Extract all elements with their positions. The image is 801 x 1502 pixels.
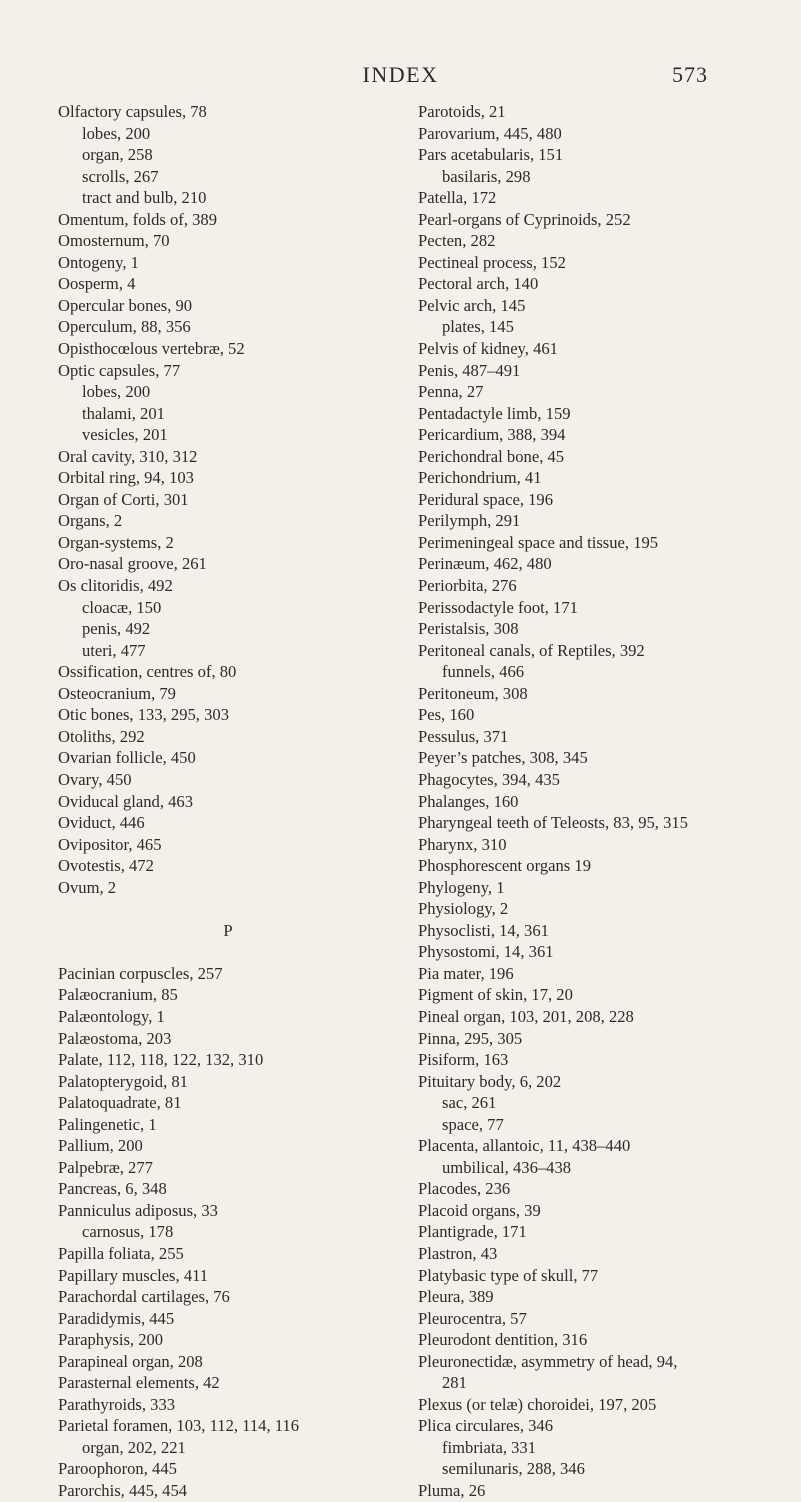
index-subentry: basilaris, 298 bbox=[442, 166, 531, 186]
index-entry: Pes, 160 bbox=[418, 705, 475, 725]
index-entry: Palæocranium, 85 bbox=[58, 985, 178, 1005]
index-entry: Physostomi, 14, 361 bbox=[418, 942, 554, 962]
index-entry: Pia mater, 196 bbox=[418, 963, 514, 983]
index-entry: Plexus (or telæ) choroidei, 197, 205 bbox=[418, 1394, 657, 1414]
index-entry: Placodes, 236 bbox=[418, 1179, 511, 1199]
index-entry: Palpebræ, 277 bbox=[58, 1157, 153, 1177]
index-entry: Orbital ring, 94, 103 bbox=[58, 468, 194, 488]
index-entry: Phylogeny, 1 bbox=[418, 877, 505, 897]
index-entry: Patella, 172 bbox=[418, 188, 497, 208]
index-entry: Os clitoridis, 492 bbox=[58, 576, 173, 596]
index-entry: Opercular bones, 90 bbox=[58, 295, 193, 315]
index-entry: Placoid organs, 39 bbox=[418, 1200, 541, 1220]
index-entry: Pectineal process, 152 bbox=[418, 252, 566, 272]
index-subentry: scrolls, 267 bbox=[82, 166, 159, 186]
index-entry: Penna, 27 bbox=[418, 382, 484, 402]
index-entry: Peritoneum, 308 bbox=[418, 683, 528, 703]
index-entry: Pleuronectidæ, asymmetry of head, 94, bbox=[418, 1351, 678, 1371]
index-entry: Parovarium, 445, 480 bbox=[418, 123, 562, 143]
index-entry: Pleurodont dentition, 316 bbox=[418, 1330, 588, 1350]
index-entry: Pharyngeal teeth of Teleosts, 83, 95, 315 bbox=[418, 813, 688, 833]
index-entry: Papilla foliata, 255 bbox=[58, 1243, 184, 1263]
index-entry: Pisiform, 163 bbox=[418, 1050, 509, 1070]
index-entry: Otic bones, 133, 295, 303 bbox=[58, 705, 229, 725]
index-column-right bbox=[418, 101, 790, 1502]
index-entry: Physoclisti, 14, 361 bbox=[418, 920, 549, 940]
index-subentry: penis, 492 bbox=[82, 619, 151, 639]
index-subentry: lobes, 200 bbox=[82, 382, 151, 402]
index-entry: Pineal organ, 103, 201, 208, 228 bbox=[418, 1006, 634, 1026]
index-entry: Omentum, folds of, 389 bbox=[58, 209, 218, 229]
index-entry: Parietal foramen, 103, 112, 114, 116 bbox=[58, 1416, 300, 1436]
index-subentry: lobes, 200 bbox=[82, 123, 151, 143]
index-subentry: uteri, 477 bbox=[82, 640, 146, 660]
index-entry: Pigment of skin, 17, 20 bbox=[418, 985, 573, 1005]
index-entry: Ovarian follicle, 450 bbox=[58, 748, 196, 768]
index-entry: Pessulus, 371 bbox=[418, 726, 509, 746]
index-entry: Ossification, centres of, 80 bbox=[58, 662, 237, 682]
index-entry: Parachordal cartilages, 76 bbox=[58, 1287, 230, 1307]
index-entry: Parapineal organ, 208 bbox=[58, 1351, 203, 1371]
index-entry: Pecten, 282 bbox=[418, 231, 496, 251]
index-entry: Oral cavity, 310, 312 bbox=[58, 446, 198, 466]
index-entry: Olfactory capsules, 78 bbox=[58, 102, 207, 121]
index-entry: Paroophoron, 445 bbox=[58, 1459, 177, 1479]
index-entry: Paradidymis, 445 bbox=[58, 1308, 175, 1328]
index-entry: Plastron, 43 bbox=[418, 1243, 498, 1263]
index-subentry: space, 77 bbox=[442, 1114, 504, 1134]
index-entry: Pericardium, 388, 394 bbox=[418, 425, 566, 445]
index-entry: Peritoneal canals, of Reptiles, 392 bbox=[418, 640, 645, 660]
index-entry: Plantigrade, 171 bbox=[418, 1222, 527, 1242]
index-entry: Palatoquadrate, 81 bbox=[58, 1093, 182, 1113]
section-letter-heading: P bbox=[223, 920, 233, 940]
index-entry: Periorbita, 276 bbox=[418, 576, 517, 596]
index-entry: Ovotestis, 472 bbox=[58, 856, 154, 876]
index-entry: Osteocranium, 79 bbox=[58, 683, 176, 703]
index-entry: Pallium, 200 bbox=[58, 1136, 143, 1156]
index-entry: Parotoids, 21 bbox=[418, 102, 506, 121]
index-entry: Pentadactyle limb, 159 bbox=[418, 403, 571, 423]
index-subentry: vesicles, 201 bbox=[82, 425, 168, 445]
index-subentry: thalami, 201 bbox=[82, 403, 165, 423]
index-entry: Physiology, 2 bbox=[418, 899, 509, 919]
index-entry: Palæontology, 1 bbox=[58, 1006, 165, 1026]
index-entry: Pluma, 26 bbox=[418, 1481, 486, 1500]
section-spacer bbox=[58, 941, 418, 963]
index-entry: Palingenetic, 1 bbox=[58, 1114, 157, 1134]
index-entry: Pelvis of kidney, 461 bbox=[418, 339, 558, 359]
index-entry: Ovum, 2 bbox=[58, 877, 117, 897]
index-entry: Omosternum, 70 bbox=[58, 231, 170, 251]
index-entry: Pinna, 295, 305 bbox=[418, 1028, 523, 1048]
index-entry: Opisthocœlous vertebræ, 52 bbox=[58, 339, 245, 359]
index-entry: Ovipositor, 465 bbox=[58, 834, 162, 854]
index-entry: Pancreas, 6, 348 bbox=[58, 1179, 167, 1199]
index-entry: Pituitary body, 6, 202 bbox=[418, 1071, 562, 1091]
index-entry: Paraphysis, 200 bbox=[58, 1330, 164, 1350]
index-subentry: tract and bulb, 210 bbox=[82, 188, 207, 208]
index-subentry: sac, 261 bbox=[442, 1093, 497, 1113]
index-entry: Parorchis, 445, 454 bbox=[58, 1481, 188, 1500]
index-entry: Phagocytes, 394, 435 bbox=[418, 769, 560, 789]
index-entry: Platybasic type of skull, 77 bbox=[418, 1265, 599, 1285]
index-entry: Otoliths, 292 bbox=[58, 726, 145, 746]
index-entry: Operculum, 88, 356 bbox=[58, 317, 191, 337]
index-entry: Organ-systems, 2 bbox=[58, 532, 174, 552]
index-subentry: fimbriata, 331 bbox=[442, 1437, 537, 1457]
index-entry: Plica circulares, 346 bbox=[418, 1416, 554, 1436]
index-entry: Palate, 112, 118, 122, 132, 310 bbox=[58, 1050, 264, 1070]
index-entry: Parathyroids, 333 bbox=[58, 1394, 176, 1414]
index-entry: Ontogeny, 1 bbox=[58, 252, 139, 272]
index-entry: Peridural space, 196 bbox=[418, 489, 554, 509]
index-entry: Palæostoma, 203 bbox=[58, 1028, 172, 1048]
index-entry: Placenta, allantoic, 11, 438–440 bbox=[418, 1136, 631, 1156]
page-header bbox=[0, 62, 801, 92]
index-entry: Pelvic arch, 145 bbox=[418, 295, 526, 315]
index-entry: Ovary, 450 bbox=[58, 769, 132, 789]
index-entry: Oosperm, 4 bbox=[58, 274, 136, 294]
index-column-left bbox=[58, 101, 418, 1502]
index-entry: Perimeningeal space and tissue, 195 bbox=[418, 532, 659, 552]
section-spacer bbox=[58, 898, 418, 920]
index-entry: Peristalsis, 308 bbox=[418, 619, 519, 639]
index-subentry: 281 bbox=[442, 1373, 467, 1393]
index-entry: Phosphorescent organs 19 bbox=[418, 856, 591, 876]
index-entry: Papillary muscles, 411 bbox=[58, 1265, 209, 1285]
running-head-title: INDEX bbox=[362, 62, 439, 87]
index-subentry: organ, 202, 221 bbox=[82, 1437, 186, 1457]
index-entry: Parasternal elements, 42 bbox=[58, 1373, 220, 1393]
index-entry: Pleurocentra, 57 bbox=[418, 1308, 527, 1328]
index-entry: Pharynx, 310 bbox=[418, 834, 507, 854]
index-subentry: semilunaris, 288, 346 bbox=[442, 1459, 585, 1479]
index-entry: Perissodactyle foot, 171 bbox=[418, 597, 578, 617]
index-entry: Perichondral bone, 45 bbox=[418, 446, 565, 466]
index-entry: Pearl-organs of Cyprinoids, 252 bbox=[418, 209, 631, 229]
index-entry: Pleura, 389 bbox=[418, 1287, 494, 1307]
index-entry: Oro-nasal groove, 261 bbox=[58, 554, 207, 574]
index-subentry: carnosus, 178 bbox=[82, 1222, 174, 1242]
index-subentry: funnels, 466 bbox=[442, 662, 525, 682]
index-entry: Perilymph, 291 bbox=[418, 511, 521, 531]
index-entry: Panniculus adiposus, 33 bbox=[58, 1200, 218, 1220]
index-entry: Pectoral arch, 140 bbox=[418, 274, 539, 294]
index-entry: Penis, 487–491 bbox=[418, 360, 521, 380]
index-entry: Pacinian corpuscles, 257 bbox=[58, 963, 223, 983]
index-entry: Phalanges, 160 bbox=[418, 791, 519, 811]
index-entry: Palatopterygoid, 81 bbox=[58, 1071, 188, 1091]
index-entry: Perichondrium, 41 bbox=[418, 468, 542, 488]
index-entry: Oviduct, 446 bbox=[58, 813, 145, 833]
index-entry: Optic capsules, 77 bbox=[58, 360, 181, 380]
index-subentry: organ, 258 bbox=[82, 145, 153, 165]
index-entry: Oviducal gland, 463 bbox=[58, 791, 194, 811]
index-subentry: plates, 145 bbox=[442, 317, 514, 337]
index-subentry: cloacæ, 150 bbox=[82, 597, 162, 617]
index-subentry: umbilical, 436–438 bbox=[442, 1157, 572, 1177]
index-entry: Peyer’s patches, 308, 345 bbox=[418, 748, 588, 768]
index-entry: Pars acetabularis, 151 bbox=[418, 145, 564, 165]
page-number: 573 bbox=[672, 62, 708, 87]
index-entry: Perinæum, 462, 480 bbox=[418, 554, 552, 574]
index-entry: Organs, 2 bbox=[58, 511, 123, 531]
index-entry: Organ of Corti, 301 bbox=[58, 489, 189, 509]
